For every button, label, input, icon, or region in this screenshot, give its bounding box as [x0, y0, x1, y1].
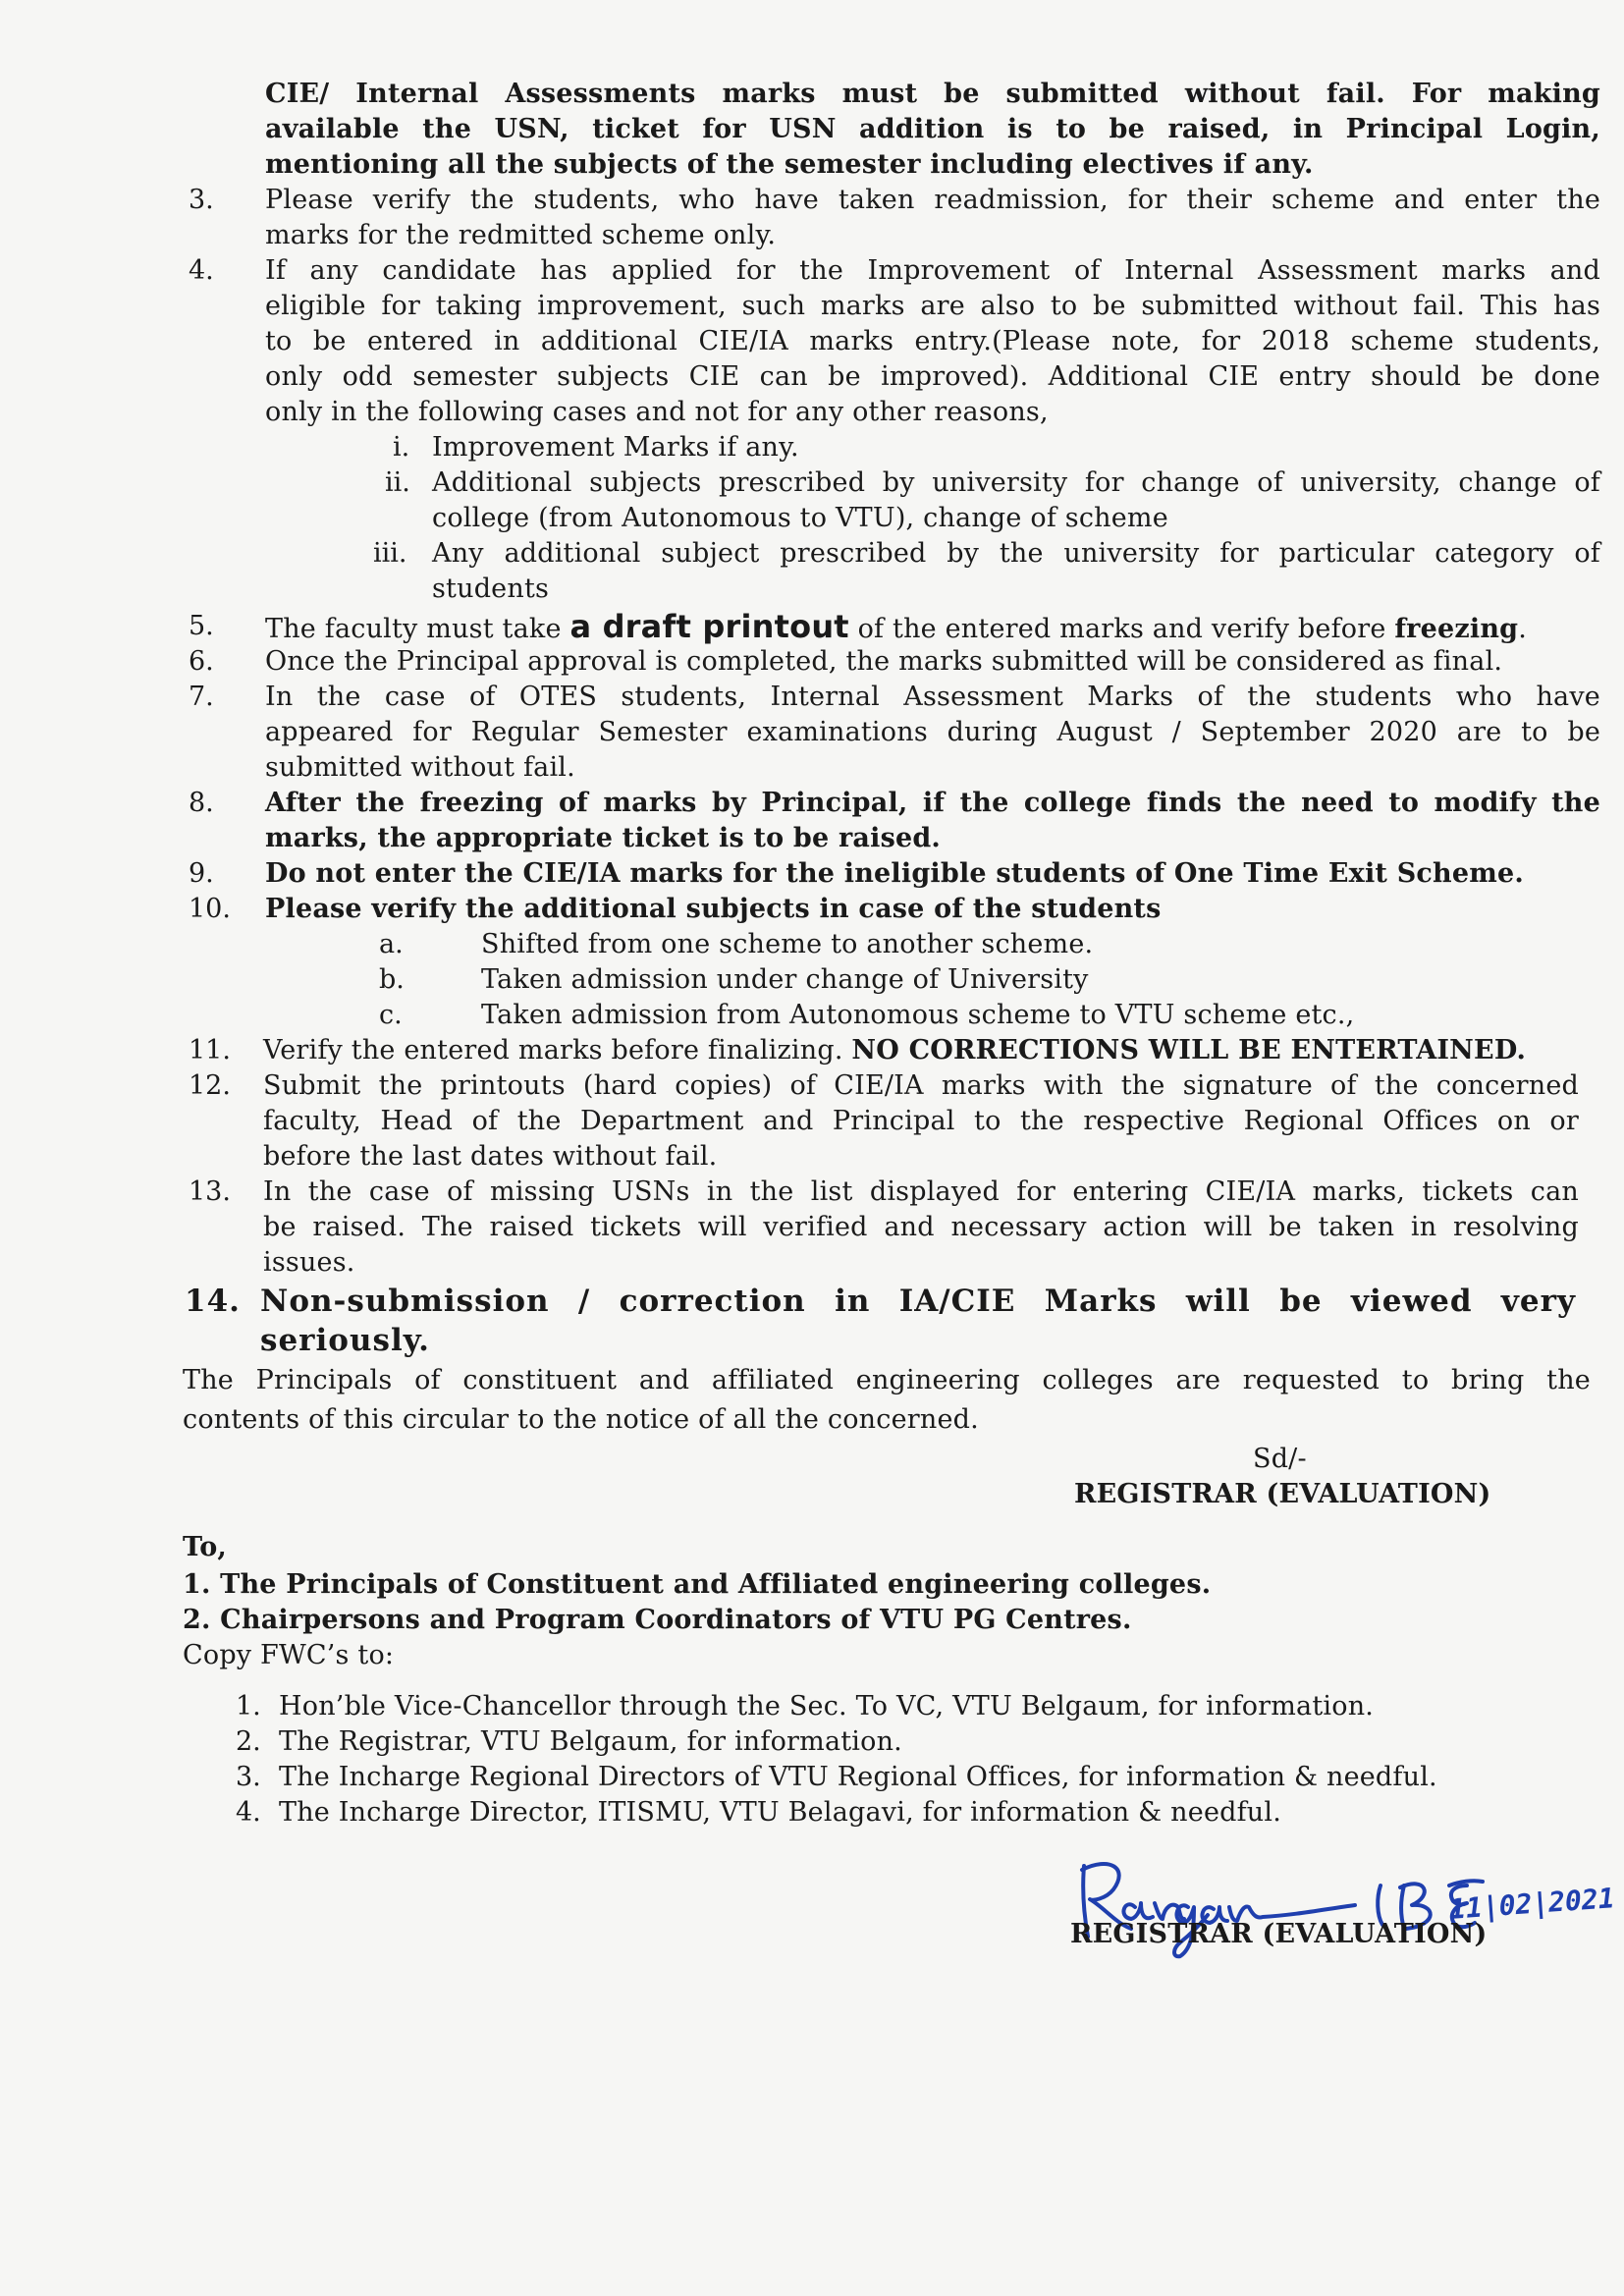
- item-10-text: Please verify the additional subjects in case of the students: [265, 894, 1162, 924]
- item-7-line-3: submitted without fail.: [265, 752, 575, 783]
- item-9-text: Do not enter the CIE/IA marks for the ineligible students of One Time Exit Scheme.: [265, 858, 1524, 889]
- item-number: 11.: [189, 1035, 231, 1066]
- item-4-line-2: eligible for taking improvement, such marks are also to be submitted without fail. This has: [265, 291, 1600, 321]
- subitem-number: a.: [379, 929, 404, 959]
- signature-date: 11|02|2021: [1448, 1882, 1616, 1926]
- subitem-text: Improvement Marks if any.: [432, 432, 799, 463]
- signed-mark: Sd/-: [1253, 1444, 1307, 1474]
- subitem-text: college (from Autonomous to VTU), change of scheme: [432, 503, 1168, 533]
- item-5-text: [265, 609, 1610, 647]
- item-7-line-1: In the case of OTES students, Internal Assessment Marks of the students who have: [265, 682, 1600, 712]
- intro-line-1: CIE/ Internal Assessments marks must be submitted without fail. For making: [265, 79, 1600, 109]
- intro-line-2: available the USN, ticket for USN addition is to be raised, in Principal Login,: [265, 114, 1600, 144]
- subitem-number: c.: [379, 1000, 403, 1030]
- item-12-line-3: before the last dates without fail.: [263, 1141, 718, 1172]
- item-3-line-2: marks for the redmitted scheme only.: [265, 220, 777, 250]
- item-13-line-3: issues.: [263, 1247, 355, 1278]
- item-number: 7.: [189, 682, 214, 712]
- item-4-line-3: to be entered in additional CIE/IA marks entry.(Please note, for 2018 scheme students,: [265, 326, 1600, 356]
- subitem-text: Additional subjects prescribed by university for change of university, change of: [432, 467, 1600, 498]
- item-11-text: [263, 1033, 1526, 1068]
- item-5-pre: The faculty must take: [265, 614, 570, 644]
- item-5-emphasis-freezing: freezing: [1394, 614, 1519, 644]
- item-5-emphasis-draft: a draft printout: [569, 608, 849, 645]
- subitem-number: i.: [393, 432, 410, 463]
- item-number: 6.: [189, 646, 214, 677]
- item-number: 5.: [189, 611, 214, 641]
- item-14-line-2: seriously.: [260, 1323, 430, 1358]
- subitem-text: students: [432, 574, 550, 604]
- subitem-text: Taken admission under change of University: [481, 964, 1089, 995]
- item-12-line-1: Submit the printouts (hard copies) of CIE/IA marks with the signature of the concerned: [263, 1070, 1579, 1101]
- subitem-text: Taken admission from Autonomous scheme to VTU scheme etc.,: [481, 1000, 1355, 1030]
- subitem-number: b.: [379, 964, 405, 995]
- item-number: 14.: [185, 1284, 241, 1319]
- item-4-line-5: only in the following cases and not for any other reasons,: [265, 397, 1049, 427]
- recipient-2: 2. Chairpersons and Program Coordinators of VTU PG Centres.: [183, 1605, 1132, 1635]
- copy-number: 4.: [236, 1797, 261, 1828]
- closing-line-2: contents of this circular to the notice of all the concerned.: [183, 1404, 979, 1435]
- to-label: To,: [183, 1532, 228, 1562]
- subitem-number: ii.: [385, 467, 410, 498]
- item-number: 12.: [189, 1070, 231, 1101]
- item-12-line-2: faculty, Head of the Department and Principal to the respective Regional Offices on or: [263, 1106, 1579, 1136]
- item-8-line-2: marks, the appropriate ticket is to be raised.: [265, 823, 942, 853]
- item-11-pre: Verify the entered marks before finalizing.: [263, 1035, 852, 1066]
- copy-number: 2.: [236, 1726, 261, 1757]
- copy-number: 3.: [236, 1762, 261, 1792]
- copy-recipient: The Incharge Regional Directors of VTU Regional Offices, for information & needful.: [279, 1762, 1437, 1792]
- subitem-number: iii.: [373, 538, 407, 569]
- item-3-line-1: Please verify the students, who have taken readmission, for their scheme and enter the: [265, 185, 1600, 215]
- item-13-line-2: be raised. The raised tickets will verified and necessary action will be taken in resolving: [263, 1212, 1579, 1242]
- registrar-signature-title: REGISTRAR (EVALUATION): [1070, 1919, 1488, 1949]
- copy-recipient: The Registrar, VTU Belgaum, for information.: [279, 1726, 902, 1757]
- item-4-line-1: If any candidate has applied for the Improvement of Internal Assessment marks and: [265, 255, 1600, 286]
- copy-recipient: The Incharge Director, ITISMU, VTU Belagavi, for information & needful.: [279, 1797, 1282, 1828]
- copy-number: 1.: [236, 1691, 261, 1722]
- item-6-text: Once the Principal approval is completed, the marks submitted will be considered as final.: [265, 646, 1503, 677]
- item-5-post: .: [1518, 614, 1528, 644]
- item-number: 13.: [189, 1176, 231, 1207]
- item-7-line-2: appeared for Regular Semester examinations during August / September 2020 are to be: [265, 717, 1600, 747]
- closing-line-1: The Principals of constituent and affiliated engineering colleges are requested to bring the: [183, 1365, 1591, 1395]
- intro-line-3: mentioning all the subjects of the semester including electives if any.: [265, 149, 1314, 180]
- item-5-mid: of the entered marks and verify before: [848, 614, 1395, 644]
- item-14-line-1: Non-submission / correction in IA/CIE Marks will be viewed very: [260, 1284, 1576, 1319]
- subitem-text: Shifted from one scheme to another scheme.: [481, 929, 1094, 959]
- item-number: 4.: [189, 255, 214, 286]
- item-4-line-4: only odd semester subjects CIE can be improved). Additional CIE entry should be done: [265, 361, 1600, 392]
- subitem-text: Any additional subject prescribed by the university for particular category of: [432, 538, 1600, 569]
- item-11-emphasis: NO CORRECTIONS WILL BE ENTERTAINED.: [851, 1035, 1527, 1066]
- item-number: 10.: [189, 894, 231, 924]
- copy-label: Copy FWC’s to:: [183, 1640, 395, 1670]
- item-number: 9.: [189, 858, 214, 889]
- item-13-line-1: In the case of missing USNs in the list displayed for entering CIE/IA marks, tickets can: [263, 1176, 1579, 1207]
- item-number: 3.: [189, 185, 214, 215]
- item-number: 8.: [189, 788, 214, 818]
- recipient-1: 1. The Principals of Constituent and Affiliated engineering colleges.: [183, 1569, 1212, 1600]
- item-8-line-1: After the freezing of marks by Principal, if the college finds the need to modify the: [265, 788, 1600, 818]
- registrar-title: REGISTRAR (EVALUATION): [1074, 1479, 1491, 1509]
- copy-recipient: Hon’ble Vice-Chancellor through the Sec. To VC, VTU Belgaum, for information.: [279, 1691, 1375, 1722]
